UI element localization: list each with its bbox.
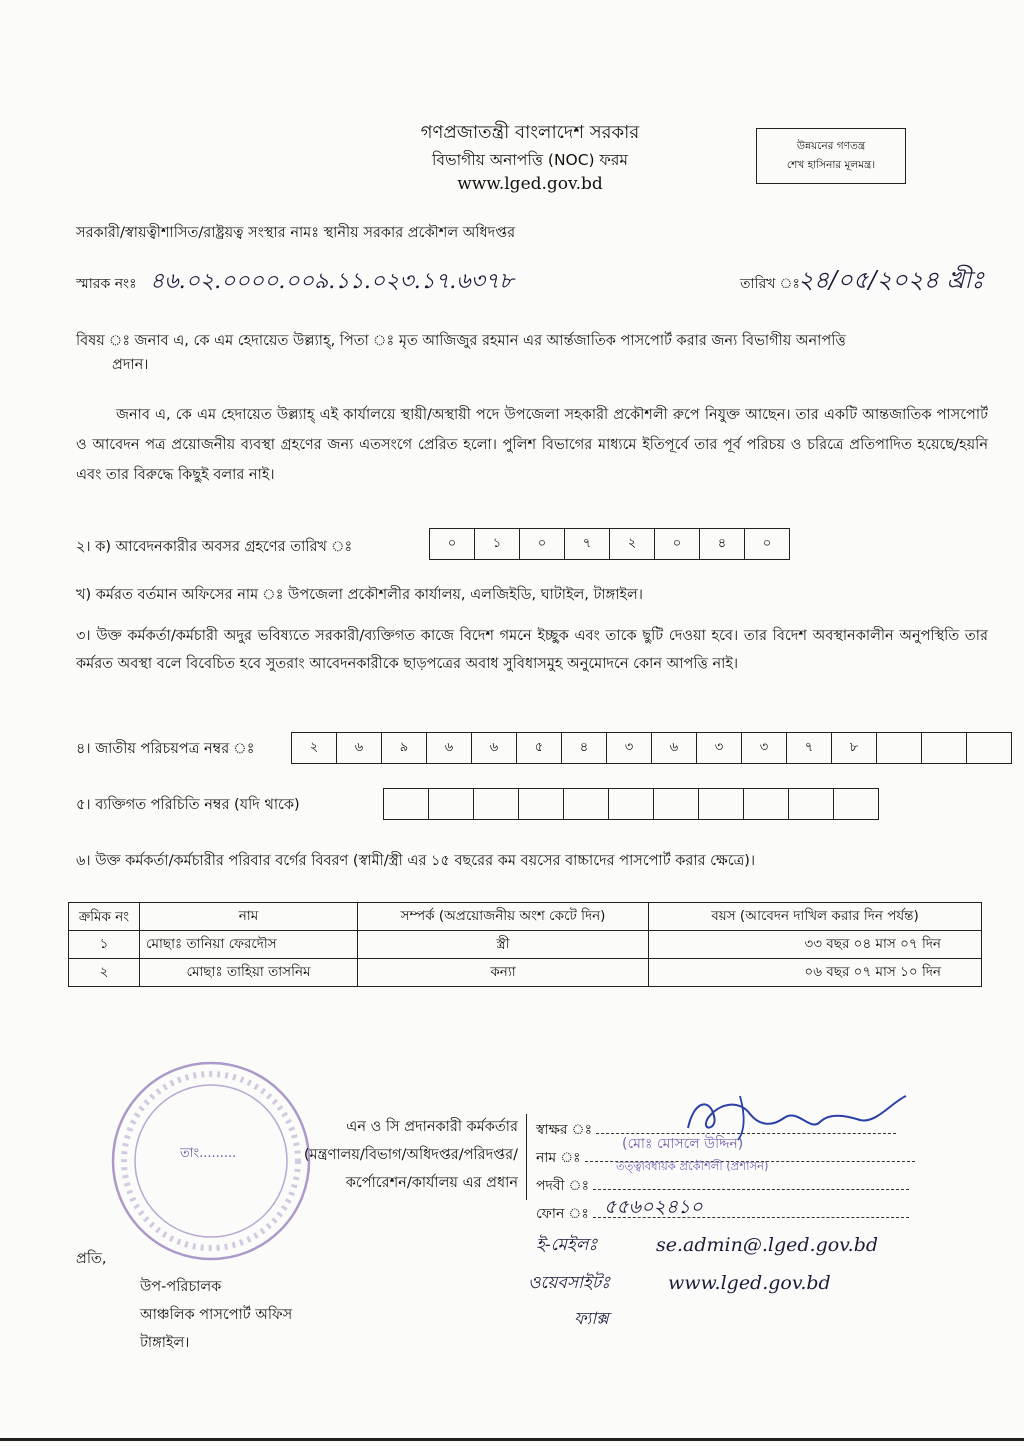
nid-digit-box: ৯ — [381, 732, 427, 764]
slogan-box — [756, 128, 906, 184]
row2-relation: কন্যা — [358, 959, 649, 987]
signature-icon — [680, 1088, 910, 1148]
personal-id-digit-box — [473, 788, 519, 820]
nid-digit-box: ৫ — [516, 732, 562, 764]
designation-label-text: পদবী ঃ — [536, 1178, 590, 1194]
personal-id-digit-box — [518, 788, 564, 820]
retirement-date-boxes — [430, 528, 790, 560]
memo-number: ৪৬.০২.০০০০.০০৯.১১.০২৩.১৭.৬৩৭৮ — [150, 269, 514, 294]
retirement-date-digit-box: ০ — [519, 528, 565, 560]
nid-digit-box: ৪ — [561, 732, 607, 764]
nid-digit-box: ৮ — [831, 732, 877, 764]
retirement-date-digit-box: ০ — [744, 528, 790, 560]
designation-stamp: তত্ত্বাবধায়ক প্রকৌশলী (প্রশাসন) — [616, 1159, 769, 1173]
fax-label: ফ্যাক্স — [574, 1309, 609, 1329]
name-label-text: নাম ঃ — [536, 1150, 581, 1166]
retirement-date-digit-box: ২ — [609, 528, 655, 560]
memo-label: স্মারক নংঃ — [76, 276, 137, 292]
subject-line1: বিষয় ঃ জনাব এ, কে এম হেদায়েত উল্ল্যাহ্‌, পিতা ঃ মৃত আজিজুর রহমান এর আর্ন্তজাতিক পাসপোর্ট করার জন্য বিভাগীয় অনাপত্তি — [76, 333, 846, 349]
email-value: se.admin@.lged.gov.bd — [656, 1234, 879, 1256]
phone-label-text: ফোন ঃ — [536, 1206, 589, 1222]
personal-id-digit-box — [698, 788, 744, 820]
memo-date-label: তারিখ ঃ — [740, 276, 800, 292]
header-serial: ক্রমিক নং — [69, 903, 140, 931]
nid-digit-box — [966, 732, 1012, 764]
body-paragraph: জনাব এ, কে এম হেদায়েত উল্ল্যাহ্‌ এই কার্যালয়ে স্থায়ী/অস্থায়ী পদে উপজেলা সহকারী প্রকৌশলী রুপে নিযুক্ত আছেন। তার একটি আন্তজাতিক পাসপোর্ট ও আবেদন পত্র প্রয়োজনীয় ব্যবস্থা গ্রহণের জন্য এতসংগে প্রেরিত হলো। পুলিশ বিভাগের মাধ্যমে ইতিপূর্বে তার পূর্ব পরিচয় ও চরিত্রে প্রতিপাদিত হয়েছে/হয়নি এবং তার বিরুদ্ধে কিছুই বলার নাই। — [76, 407, 988, 483]
personal-id-digit-box — [743, 788, 789, 820]
item6-text: ৬। উক্ত কর্মকর্তা/কর্মচারীর পরিবার বর্গের বিবরণ (স্বামী/স্ত্রী এর ১৫ বছরের কম বয়সের বাচ্চাদের পাসপোর্ট করার ক্ষেত্রে)। — [76, 853, 756, 869]
nid-digit-box: ৭ — [786, 732, 832, 764]
form-name: বিভাগীয় অনাপত্তি (NOC) ফরম — [432, 151, 628, 169]
nid-digit-box: ৩ — [696, 732, 742, 764]
phone-label — [536, 1202, 909, 1226]
recipient-line2: আঞ্চলিক পাসপোর্ট অফিস — [140, 1307, 293, 1323]
personal-id-digit-box — [383, 788, 429, 820]
family-table — [68, 902, 982, 987]
signatory-line3: কর্পোরেশন/কার্যালয় এর প্রধান — [345, 1175, 518, 1191]
nid-boxes — [292, 732, 1012, 764]
item4-label: ৪। জাতীয় পরিচয়পত্র নম্বর ঃ — [76, 741, 255, 757]
website-value: www.lged.gov.bd — [668, 1272, 831, 1294]
slogan-line1: উন্নয়নের গণতন্ত্র — [796, 140, 866, 152]
seal-date-text: তাং......... — [180, 1146, 237, 1161]
personal-id-digit-box — [788, 788, 834, 820]
signatory-line2: (মন্ত্রণালয়/বিভাগ/অধিদপ্তর/পরিদপ্তর/ — [303, 1147, 518, 1163]
table-row — [69, 959, 982, 987]
nid-digit-box: ৩ — [606, 732, 652, 764]
personal-id-digit-box — [563, 788, 609, 820]
retirement-date-digit-box: ১ — [474, 528, 520, 560]
signatory-divider — [526, 1114, 527, 1200]
personal-id-boxes — [384, 788, 879, 820]
table-row — [69, 931, 982, 959]
nid-digit-box: ২ — [291, 732, 337, 764]
scan-edge — [0, 1438, 1024, 1441]
signature-label-text: স্বাক্ষর ঃ — [536, 1122, 593, 1138]
row1-name: মোছাঃ তানিয়া ফেরদৌস — [140, 931, 358, 959]
row2-age: ০৬ বছর ০৭ মাস ১০ দিন — [649, 959, 982, 987]
retirement-date-digit-box: ৭ — [564, 528, 610, 560]
personal-id-digit-box — [653, 788, 699, 820]
designation-label — [536, 1174, 909, 1198]
email-label: ই-মেইলঃ — [536, 1235, 598, 1255]
nid-digit-box: ৬ — [336, 732, 382, 764]
recipient-to: প্রতি, — [76, 1251, 107, 1267]
nid-digit-box — [876, 732, 922, 764]
website-label: ওয়েবসাইটঃ — [528, 1273, 611, 1293]
recipient-line3: টাঙ্গাইল। — [140, 1335, 190, 1351]
table-header-row — [69, 903, 982, 931]
phone-value: ৫৫৬০২৪১০ — [604, 1196, 703, 1218]
header-relation: সম্পর্ক (অপ্রয়োজনীয় অংশ কেটে দিন) — [358, 903, 649, 931]
memo-date: ২৪/০৫/২০২৪ খ্রীঃ — [798, 266, 985, 294]
nid-digit-box: ৬ — [426, 732, 472, 764]
row2-name: মোছাঃ তাহিয়া তাসনিম — [140, 959, 358, 987]
retirement-date-digit-box: ০ — [654, 528, 700, 560]
retirement-date-digit-box: ০ — [429, 528, 475, 560]
subject-line2: প্রদান। — [112, 357, 149, 373]
row1-relation: স্ত্রী — [358, 931, 649, 959]
header-title: গণপ্রজাতন্ত্রী বাংলাদেশ সরকার — [420, 122, 640, 143]
nid-digit-box: ৬ — [651, 732, 697, 764]
slogan-line2: শেখ হাসিনার মূলমন্ত্র। — [786, 159, 876, 171]
header-age: বয়স (আবেদন দাখিল করার দিন পর্যন্ত) — [649, 903, 982, 931]
row2-serial: ২ — [69, 959, 140, 987]
item5-label: ৫। ব্যক্তিগত পরিচিতি নম্বর (যদি থাকে) — [76, 797, 300, 813]
item2-label: ২। ক) আবেদনকারীর অবসর গ্রহণের তারিখ ঃ — [76, 539, 353, 555]
personal-id-digit-box — [608, 788, 654, 820]
retirement-date-digit-box: ৪ — [699, 528, 745, 560]
row1-age: ৩৩ বছর ০৪ মাস ০৭ দিন — [649, 931, 982, 959]
nid-digit-box: ৩ — [741, 732, 787, 764]
row1-serial: ১ — [69, 931, 140, 959]
header-name: নাম — [140, 903, 358, 931]
item2b-office: খ) কর্মরত বর্তমান অফিসের নাম ঃ উপজেলা প্রকৌশলীর কার্যালয়, এলজিইডি, ঘাটাইল, টাঙ্গাইল। — [76, 587, 643, 603]
header-website: www.lged.gov.bd — [457, 174, 603, 194]
name-stamp: (মোঃ মোসলে উদ্দিন) — [622, 1136, 744, 1152]
nid-digit-box: ৬ — [471, 732, 517, 764]
designation-line — [593, 1189, 909, 1190]
item3-paragraph: ৩। উক্ত কর্মকর্তা/কর্মচারী অদুর ভবিষ্যতে সরকারী/ব্যক্তিগত কাজে বিদেশ গমনে ইচ্ছুক এবং তাকে ছুটি দেওয়া হবে। তার বিদেশ অবস্থানকালীন অনুপস্থিতি তার কর্মরত অবস্থা বলে বিবেচিত হবে সুতরাং আবেদনকারীকে ছাড়পত্রের অবাধ সুবিধাসমুহ অনুমোদনে কোন আপত্তি নাই। — [76, 628, 988, 672]
signatory-line1: এন ও সি প্রদানকারী কর্মকর্তার — [346, 1119, 518, 1135]
org-line: সরকারী/স্বায়ত্বীশাসিত/রাষ্ট্রয়ত্ব সংস্থার নামঃ স্থানীয় সরকার প্রকৌশল অধিদপ্তর — [76, 225, 516, 241]
personal-id-digit-box — [428, 788, 474, 820]
nid-digit-box — [921, 732, 967, 764]
personal-id-digit-box — [833, 788, 879, 820]
recipient-line1: উপ-পরিচালক — [140, 1279, 222, 1295]
